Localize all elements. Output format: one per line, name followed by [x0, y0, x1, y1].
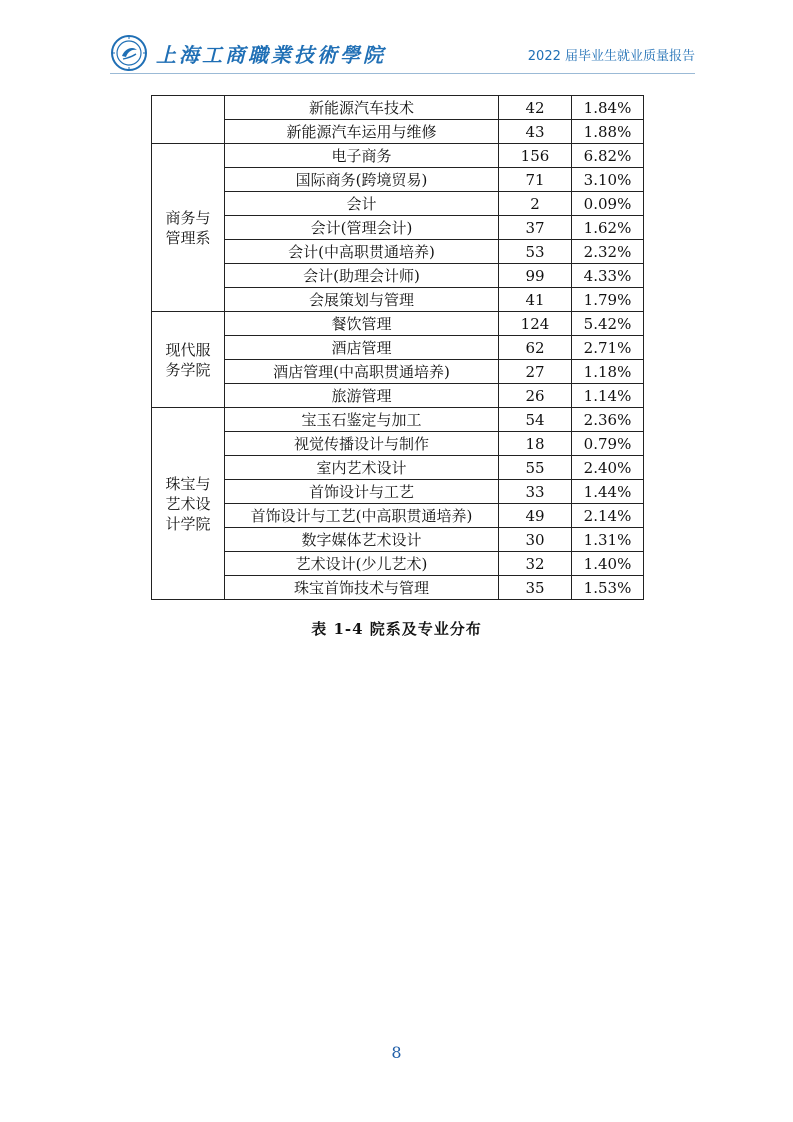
- ratio-cell: 4.33%: [572, 264, 644, 288]
- table-row: [152, 528, 644, 552]
- major-cell: 室内艺术设计: [225, 456, 499, 480]
- graduate-count-cell: 156: [499, 144, 572, 168]
- graduate-count-cell: 53: [499, 240, 572, 264]
- table-body: [152, 96, 644, 600]
- table-row: [152, 552, 644, 576]
- table-row: [152, 432, 644, 456]
- ratio-cell: 2.71%: [572, 336, 644, 360]
- major-cell: 电子商务: [225, 144, 499, 168]
- major-cell: 会计: [225, 192, 499, 216]
- major-cell: 会展策划与管理: [225, 288, 499, 312]
- ratio-cell: 6.82%: [572, 144, 644, 168]
- table-row: [152, 576, 644, 600]
- ratio-cell: 0.09%: [572, 192, 644, 216]
- ratio-cell: 2.14%: [572, 504, 644, 528]
- ratio-cell: 1.44%: [572, 480, 644, 504]
- table-row: [152, 312, 644, 336]
- page-header: [110, 33, 695, 69]
- ratio-cell: 1.14%: [572, 384, 644, 408]
- table-row: [152, 120, 644, 144]
- department-name: 商务与管理系: [165, 208, 211, 247]
- graduate-count-cell: 43: [499, 120, 572, 144]
- school-emblem-icon: [110, 34, 148, 72]
- major-cell: 视觉传播设计与制作: [225, 432, 499, 456]
- ratio-cell: 1.84%: [572, 96, 644, 120]
- major-cell: 会计(助理会计师): [225, 264, 499, 288]
- graduate-count-cell: 55: [499, 456, 572, 480]
- graduate-count-cell: 42: [499, 96, 572, 120]
- table-row: [152, 480, 644, 504]
- table-row: [152, 216, 644, 240]
- ratio-cell: 1.31%: [572, 528, 644, 552]
- major-cell: 宝玉石鉴定与加工: [225, 408, 499, 432]
- table-row: [152, 456, 644, 480]
- department-cell: [152, 312, 225, 408]
- table-row: [152, 144, 644, 168]
- major-cell: 新能源汽车运用与维修: [225, 120, 499, 144]
- department-cell: [152, 408, 225, 600]
- graduate-count-cell: 62: [499, 336, 572, 360]
- ratio-cell: 2.36%: [572, 408, 644, 432]
- graduate-count-cell: 2: [499, 192, 572, 216]
- table-row: [152, 240, 644, 264]
- ratio-cell: 1.62%: [572, 216, 644, 240]
- major-cell: 国际商务(跨境贸易): [225, 168, 499, 192]
- graduate-count-cell: 49: [499, 504, 572, 528]
- major-cell: 酒店管理: [225, 336, 499, 360]
- department-cell: [152, 144, 225, 312]
- major-cell: 首饰设计与工艺(中高职贯通培养): [225, 504, 499, 528]
- major-cell: 酒店管理(中高职贯通培养): [225, 360, 499, 384]
- major-cell: 首饰设计与工艺: [225, 480, 499, 504]
- major-cell: 珠宝首饰技术与管理: [225, 576, 499, 600]
- table-row: [152, 504, 644, 528]
- graduate-count-cell: 41: [499, 288, 572, 312]
- graduate-count-cell: 124: [499, 312, 572, 336]
- table-row: [152, 360, 644, 384]
- major-cell: 旅游管理: [225, 384, 499, 408]
- graduate-count-cell: 35: [499, 576, 572, 600]
- major-cell: 餐饮管理: [225, 312, 499, 336]
- table-row: [152, 288, 644, 312]
- table-row: [152, 408, 644, 432]
- ratio-cell: 2.40%: [572, 456, 644, 480]
- graduate-count-cell: 18: [499, 432, 572, 456]
- graduate-count-cell: 32: [499, 552, 572, 576]
- page-number: 8: [391, 1043, 402, 1062]
- ratio-cell: 5.42%: [572, 312, 644, 336]
- department-cell: [152, 96, 225, 144]
- ratio-cell: 1.79%: [572, 288, 644, 312]
- report-title: 2022 届毕业生就业质量报告: [527, 49, 695, 64]
- table-row: [152, 168, 644, 192]
- ratio-cell: 0.79%: [572, 432, 644, 456]
- ratio-cell: 1.40%: [572, 552, 644, 576]
- ratio-cell: 1.88%: [572, 120, 644, 144]
- department-major-table: [151, 95, 644, 600]
- header-divider: [110, 73, 695, 74]
- graduate-count-cell: 30: [499, 528, 572, 552]
- department-name: 现代服务学院: [165, 340, 211, 379]
- school-name: 上海工商職業技術學院: [156, 43, 386, 67]
- table-row: [152, 96, 644, 120]
- graduate-count-cell: 54: [499, 408, 572, 432]
- table-row: [152, 336, 644, 360]
- graduate-count-cell: 37: [499, 216, 572, 240]
- ratio-cell: 1.53%: [572, 576, 644, 600]
- ratio-cell: 1.18%: [572, 360, 644, 384]
- table-row: [152, 264, 644, 288]
- ratio-cell: 3.10%: [572, 168, 644, 192]
- table-caption: 表 1-4 院系及专业分布: [311, 620, 482, 638]
- major-cell: 会计(管理会计): [225, 216, 499, 240]
- major-cell: 数字媒体艺术设计: [225, 528, 499, 552]
- major-cell: 新能源汽车技术: [225, 96, 499, 120]
- table-row: [152, 192, 644, 216]
- graduate-count-cell: 71: [499, 168, 572, 192]
- major-cell: 会计(中高职贯通培养): [225, 240, 499, 264]
- ratio-cell: 2.32%: [572, 240, 644, 264]
- graduate-count-cell: 99: [499, 264, 572, 288]
- department-name: 珠宝与艺术设计学院: [165, 474, 211, 533]
- graduate-count-cell: 27: [499, 360, 572, 384]
- graduate-count-cell: 26: [499, 384, 572, 408]
- graduate-count-cell: 33: [499, 480, 572, 504]
- table-row: [152, 384, 644, 408]
- major-cell: 艺术设计(少儿艺术): [225, 552, 499, 576]
